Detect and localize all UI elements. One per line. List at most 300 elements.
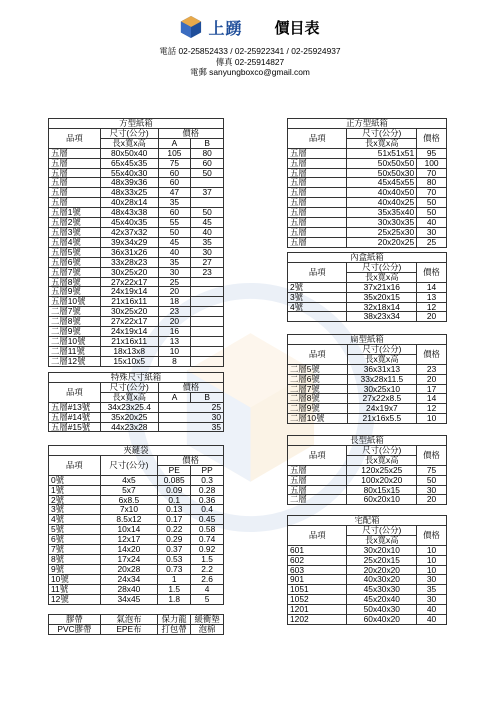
table-cell: 五層3號	[49, 227, 101, 237]
table-cell: 70	[417, 168, 447, 178]
header-a: A	[158, 138, 191, 148]
table-caption: 內盒紙箱	[288, 253, 447, 263]
table-cell: 五層	[288, 237, 347, 247]
table-row	[49, 297, 224, 307]
table-caption: 扁型紙箱	[288, 335, 447, 345]
table-cell: 1052	[288, 595, 347, 605]
table-cell: 44x23x28	[100, 422, 158, 432]
table-caption: 特殊尺寸紙箱	[49, 373, 224, 383]
table-cell: 0.13	[158, 505, 191, 515]
table-row	[288, 605, 447, 615]
page-header	[0, 12, 500, 78]
table-cell: 23	[417, 364, 447, 374]
table-cell: 五層	[288, 198, 347, 208]
table-row	[49, 317, 224, 327]
table-cell: 0.74	[191, 535, 224, 545]
table-cell: 27x22x17	[100, 317, 158, 327]
table-cell: 50	[158, 227, 191, 237]
table-row	[49, 545, 224, 555]
table-cell: 24x19x14	[100, 287, 158, 297]
table-row	[288, 465, 447, 475]
table-cell: 二層11號	[49, 346, 101, 356]
table-row	[49, 515, 224, 525]
table-row	[288, 208, 447, 218]
table-row	[288, 198, 447, 208]
table-cell	[288, 312, 347, 322]
header-price: 價格	[417, 525, 447, 545]
table-row	[49, 237, 224, 247]
table-cell: 二層9號	[49, 327, 101, 337]
table-cell: 5號	[49, 525, 101, 535]
table-cell: 33x28x11.5	[347, 374, 417, 384]
table-cell: 27	[191, 257, 224, 267]
table-cell: 21x16x11	[100, 336, 158, 346]
table-cell: 0.1	[158, 495, 191, 505]
table-cell: 80	[191, 148, 224, 158]
table-row	[288, 374, 447, 384]
header-a: A	[158, 392, 191, 402]
table-cell: 二層10號	[49, 336, 101, 346]
table-cell: 8號	[49, 554, 101, 564]
header-pe: PE	[158, 465, 191, 475]
table-cell: 14x20	[100, 545, 158, 555]
table-cell: 50	[191, 168, 224, 178]
table-cell: 8	[158, 356, 191, 366]
table-row	[49, 594, 224, 604]
table-cell: 34x23x25.4	[100, 402, 158, 412]
header-price: 價格	[158, 455, 224, 465]
table-row	[288, 414, 447, 424]
table-cell: 2.6	[191, 574, 224, 584]
table-row	[49, 148, 224, 158]
table-cell: 35x20x15	[347, 292, 417, 302]
table-cell: 75	[158, 158, 191, 168]
table-cell: 14	[417, 394, 447, 404]
square-box-table	[48, 118, 224, 367]
table-cell: 10	[417, 555, 447, 565]
table-cell: 47	[158, 188, 191, 198]
misc-cell: 保力龍	[158, 615, 191, 625]
table-cell: 二層10號	[288, 414, 348, 424]
header-price: 價格	[417, 262, 447, 282]
table-cell: 30x25x20	[100, 307, 158, 317]
table-cell: 45x30x30	[347, 585, 417, 595]
table-cell: 五層2號	[49, 218, 101, 228]
table-row	[49, 188, 224, 198]
table-cell: 1號	[49, 485, 101, 495]
table-cell: 4	[191, 584, 224, 594]
table-row	[288, 302, 447, 312]
table-cell: 0.37	[158, 545, 191, 555]
table-row	[49, 257, 224, 267]
table-cell: 23	[158, 307, 191, 317]
table-caption: 長型紙箱	[288, 436, 447, 446]
table-cell: 11號	[49, 584, 101, 594]
table-cell: 25x25x30	[347, 227, 417, 237]
table-row	[288, 485, 447, 495]
table-cell: 0.73	[158, 564, 191, 574]
table-cell	[191, 178, 224, 188]
email-line: 電郵 sanyungboxco@gmail.com	[190, 67, 310, 77]
table-row	[288, 227, 447, 237]
table-cell: 5	[191, 594, 224, 604]
table-cell: 五層	[288, 227, 347, 237]
table-cell: 80	[417, 178, 447, 188]
table-cell: 五層	[288, 188, 347, 198]
table-row	[288, 595, 447, 605]
table-cell: 10	[417, 545, 447, 555]
box-logo-icon	[180, 15, 202, 39]
table-cell: 30	[417, 595, 447, 605]
table-cell: 21x16x5.5	[347, 414, 417, 424]
table-cell: 35	[191, 237, 224, 247]
table-row	[49, 495, 224, 505]
table-row	[288, 565, 447, 575]
table-cell: 五層	[288, 475, 347, 485]
table-cell: 35x35x40	[347, 208, 417, 218]
table-row	[49, 267, 224, 277]
table-cell: 48x39x36	[100, 178, 158, 188]
table-cell: 0.17	[158, 515, 191, 525]
header-item: 品項	[288, 128, 347, 148]
table-cell: 12x17	[100, 535, 158, 545]
table-cell: 二層7號	[49, 307, 101, 317]
table-cell: 37x21x16	[347, 282, 417, 292]
table-cell: 30x20x10	[347, 545, 417, 555]
table-cell: 0.4	[191, 505, 224, 515]
table-cell: 23	[191, 267, 224, 277]
table-cell	[191, 287, 224, 297]
misc-cell: 緩衝墊	[191, 615, 224, 625]
table-row	[49, 422, 224, 432]
table-cell: 1	[158, 574, 191, 584]
header-item: 品項	[49, 128, 101, 148]
table-cell: 602	[288, 555, 347, 565]
table-row	[288, 364, 447, 374]
table-cell: 30x25x20	[100, 267, 158, 277]
table-cell: 48x43x38	[100, 208, 158, 218]
flat-box-table	[287, 334, 447, 424]
table-cell: 五層#14號	[49, 412, 101, 422]
table-cell	[191, 198, 224, 208]
table-cell: 40	[417, 615, 447, 625]
table-cell: 35	[158, 422, 223, 432]
table-cell: 五層	[288, 208, 347, 218]
table-cell: 30x25x10	[347, 384, 417, 394]
table-cell: 60	[158, 168, 191, 178]
table-cell: 27x22x17	[100, 277, 158, 287]
table-cell: 15x10x5	[100, 356, 158, 366]
table-row	[49, 485, 224, 495]
table-cell: 105	[158, 148, 191, 158]
table-row	[49, 346, 224, 356]
table-cell: 34x45	[100, 594, 158, 604]
table-cell: 33x28x23	[100, 257, 158, 267]
table-cell: 1.5	[158, 584, 191, 594]
table-row	[288, 475, 447, 485]
table-cell: 603	[288, 565, 347, 575]
misc-cell: 打包帶	[158, 624, 191, 634]
table-cell: 0.92	[191, 545, 224, 555]
table-cell: 二層8號	[288, 394, 348, 404]
table-row	[49, 168, 224, 178]
table-cell: 40	[417, 218, 447, 228]
table-cell: 8.5x12	[100, 515, 158, 525]
table-cell: 60x20x10	[347, 495, 417, 505]
table-cell: 0.36	[191, 495, 224, 505]
table-cell: 0.09	[158, 485, 191, 495]
header-size-sub: 長x寬x高	[347, 272, 417, 282]
table-cell: 40x28x14	[100, 198, 158, 208]
table-cell: 20	[158, 287, 191, 297]
table-cell: 2.2	[191, 564, 224, 574]
table-cell: 五層5號	[49, 247, 101, 257]
table-row	[288, 575, 447, 585]
special-box-table	[48, 372, 224, 432]
table-row	[49, 356, 224, 366]
table-cell: 45	[158, 237, 191, 247]
table-cell: 二層9號	[288, 404, 348, 414]
table-cell: 30	[417, 227, 447, 237]
table-cell: 7x10	[100, 505, 158, 515]
table-cell: 10號	[49, 574, 101, 584]
table-row	[288, 148, 447, 158]
table-cell: 35x20x25	[100, 412, 158, 422]
table-cell: 二層5號	[288, 364, 348, 374]
table-cell: 55x40x30	[100, 168, 158, 178]
table-cell: 五層	[49, 198, 101, 208]
table-cell: 10	[417, 565, 447, 575]
table-cell: 17x24	[100, 554, 158, 564]
header-size-sub: 長x寬x高	[100, 392, 158, 402]
misc-cell: 泡棉	[191, 624, 224, 634]
header-item: 品項	[49, 455, 101, 475]
table-cell: 50x50x30	[347, 168, 417, 178]
table-cell: 80x15x15	[347, 485, 417, 495]
table-cell: 20x28	[100, 564, 158, 574]
long-box-table	[287, 435, 447, 505]
table-caption: 方型紙箱	[49, 119, 224, 129]
delivery-box-table	[287, 515, 447, 625]
table-cell: 80x50x40	[100, 148, 158, 158]
table-cell: 32x18x14	[347, 302, 417, 312]
table-row	[49, 475, 224, 485]
table-row	[49, 402, 224, 412]
header-item: 品項	[288, 445, 347, 465]
misc-cell: 膠帶	[49, 615, 101, 625]
table-cell: 0號	[49, 475, 101, 485]
table-row	[288, 394, 447, 404]
table-cell: 35	[158, 257, 191, 267]
table-cell: 五層6號	[49, 257, 101, 267]
table-row	[49, 336, 224, 346]
table-cell: 二層	[288, 495, 347, 505]
table-cell: 30	[158, 412, 223, 422]
header-price: 價格	[417, 128, 447, 148]
table-cell: 30	[417, 575, 447, 585]
table-caption: 宅配箱	[288, 516, 447, 526]
table-cell: 60	[158, 208, 191, 218]
table-row	[288, 585, 447, 595]
contact-info	[0, 46, 500, 78]
table-cell: 五層#13號	[49, 402, 101, 412]
table-cell: 2號	[49, 495, 101, 505]
table-cell: 2號	[288, 282, 347, 292]
table-cell: 40	[158, 247, 191, 257]
table-cell: 42x37x32	[100, 227, 158, 237]
table-cell: 60	[158, 178, 191, 188]
table-cell: 1.8	[158, 594, 191, 604]
table-cell: 100x20x20	[347, 475, 417, 485]
table-cell: 10	[158, 346, 191, 356]
table-cell: 13	[158, 336, 191, 346]
header-size: 尺寸(公分)	[347, 344, 417, 354]
table-row	[49, 525, 224, 535]
header-b: B	[191, 392, 224, 402]
table-cell: 五層	[49, 168, 101, 178]
table-cell	[191, 356, 224, 366]
table-cell: 五層1號	[49, 208, 101, 218]
table-caption: 正方型紙箱	[288, 119, 447, 129]
table-cell: 25	[158, 402, 223, 412]
table-cell: 0.45	[191, 515, 224, 525]
table-row	[288, 218, 447, 228]
table-cell: 51x51x51	[347, 148, 417, 158]
header-price: 價格	[158, 128, 223, 138]
table-cell: 24x19x14	[100, 327, 158, 337]
table-cell: 120x25x25	[347, 465, 417, 475]
table-row	[49, 277, 224, 287]
table-cell: 二層7號	[288, 384, 348, 394]
table-cell: 0.29	[158, 535, 191, 545]
table-cell: 40x30x20	[347, 575, 417, 585]
table-cell: 7號	[49, 545, 101, 555]
table-cell: 4x5	[100, 475, 158, 485]
table-cell: 五層	[288, 485, 347, 495]
header-b: B	[191, 138, 224, 148]
misc-items-table	[48, 614, 224, 635]
table-cell: 14	[417, 282, 447, 292]
table-cell: 20x20x25	[347, 237, 417, 247]
table-cell: 1202	[288, 615, 347, 625]
misc-cell: PVC膠帶	[49, 624, 101, 634]
table-cell: 五層	[288, 218, 347, 228]
table-cell: 45x40x35	[100, 218, 158, 228]
table-row	[288, 188, 447, 198]
page-title: 價目表	[274, 19, 320, 37]
header-pp: PP	[191, 465, 224, 475]
table-cell: 16	[158, 327, 191, 337]
table-cell: 75	[417, 465, 447, 475]
header-size: 尺寸(公分)	[347, 262, 417, 272]
table-row	[288, 384, 447, 394]
table-cell	[191, 336, 224, 346]
table-cell: 36x31x26	[100, 247, 158, 257]
table-row	[49, 158, 224, 168]
table-row	[49, 574, 224, 584]
table-cell: 五層9號	[49, 287, 101, 297]
table-cell: 27x22x8.5	[347, 394, 417, 404]
table-cell: 0.22	[158, 525, 191, 535]
table-cell: 18	[158, 297, 191, 307]
table-cell: 70	[417, 188, 447, 198]
table-cell: 五層4號	[49, 237, 101, 247]
table-cell	[191, 327, 224, 337]
table-row	[288, 555, 447, 565]
table-row	[288, 292, 447, 302]
table-cell: 28x40	[100, 584, 158, 594]
table-cell: 60x40x20	[347, 615, 417, 625]
table-row	[49, 208, 224, 218]
table-cell: 901	[288, 575, 347, 585]
table-cell: 13	[417, 292, 447, 302]
table-cell: 21x16x11	[100, 297, 158, 307]
table-cell: 25	[417, 237, 447, 247]
table-row	[288, 282, 447, 292]
table-cell	[191, 346, 224, 356]
table-cell: 五層	[49, 148, 101, 158]
table-row	[49, 218, 224, 228]
header-size-sub: 長x寬x高	[100, 138, 158, 148]
table-cell: 4號	[49, 515, 101, 525]
table-cell: 60	[191, 158, 224, 168]
header-size: 尺寸(公分)	[100, 455, 158, 475]
table-cell: 30	[417, 485, 447, 495]
table-cell: 9號	[49, 564, 101, 574]
header-price: 價格	[417, 344, 447, 364]
table-cell: 4號	[288, 302, 347, 312]
table-row	[49, 287, 224, 297]
table-cell	[191, 317, 224, 327]
table-cell: 35	[417, 585, 447, 595]
table-cell: 100	[417, 158, 447, 168]
table-cell	[191, 297, 224, 307]
table-cell: 24x19x7	[347, 404, 417, 414]
table-cell: 18x13x8	[100, 346, 158, 356]
table-cell: 55	[158, 218, 191, 228]
table-cell: 0.58	[191, 525, 224, 535]
table-cell: 36x31x13	[347, 364, 417, 374]
table-cell: 5x7	[100, 485, 158, 495]
table-cell: 45x20x40	[347, 595, 417, 605]
table-row	[49, 412, 224, 422]
table-cell: 1.5	[191, 554, 224, 564]
table-cell: 601	[288, 545, 347, 555]
table-cell: 30	[158, 267, 191, 277]
header-price: 價格	[158, 382, 223, 392]
table-cell: 20	[417, 312, 447, 322]
table-cell: 39x34x29	[100, 237, 158, 247]
table-cell	[191, 277, 224, 287]
table-cell: 17	[417, 384, 447, 394]
table-cell: 五層	[288, 465, 347, 475]
table-cell: 五層8號	[49, 277, 101, 287]
table-row	[49, 198, 224, 208]
table-row	[288, 404, 447, 414]
header-item: 品項	[288, 262, 347, 282]
header-size: 尺寸(公分)	[347, 128, 417, 138]
table-cell: 50x40x30	[347, 605, 417, 615]
table-row	[49, 327, 224, 337]
table-cell: 50	[417, 198, 447, 208]
table-cell: 五層	[49, 158, 101, 168]
table-cell: 40x40x25	[347, 198, 417, 208]
table-cell: 五層7號	[49, 267, 101, 277]
table-row	[49, 535, 224, 545]
table-cell: 20	[417, 495, 447, 505]
header-size: 尺寸(公分)	[347, 525, 417, 535]
table-cell: 1051	[288, 585, 347, 595]
